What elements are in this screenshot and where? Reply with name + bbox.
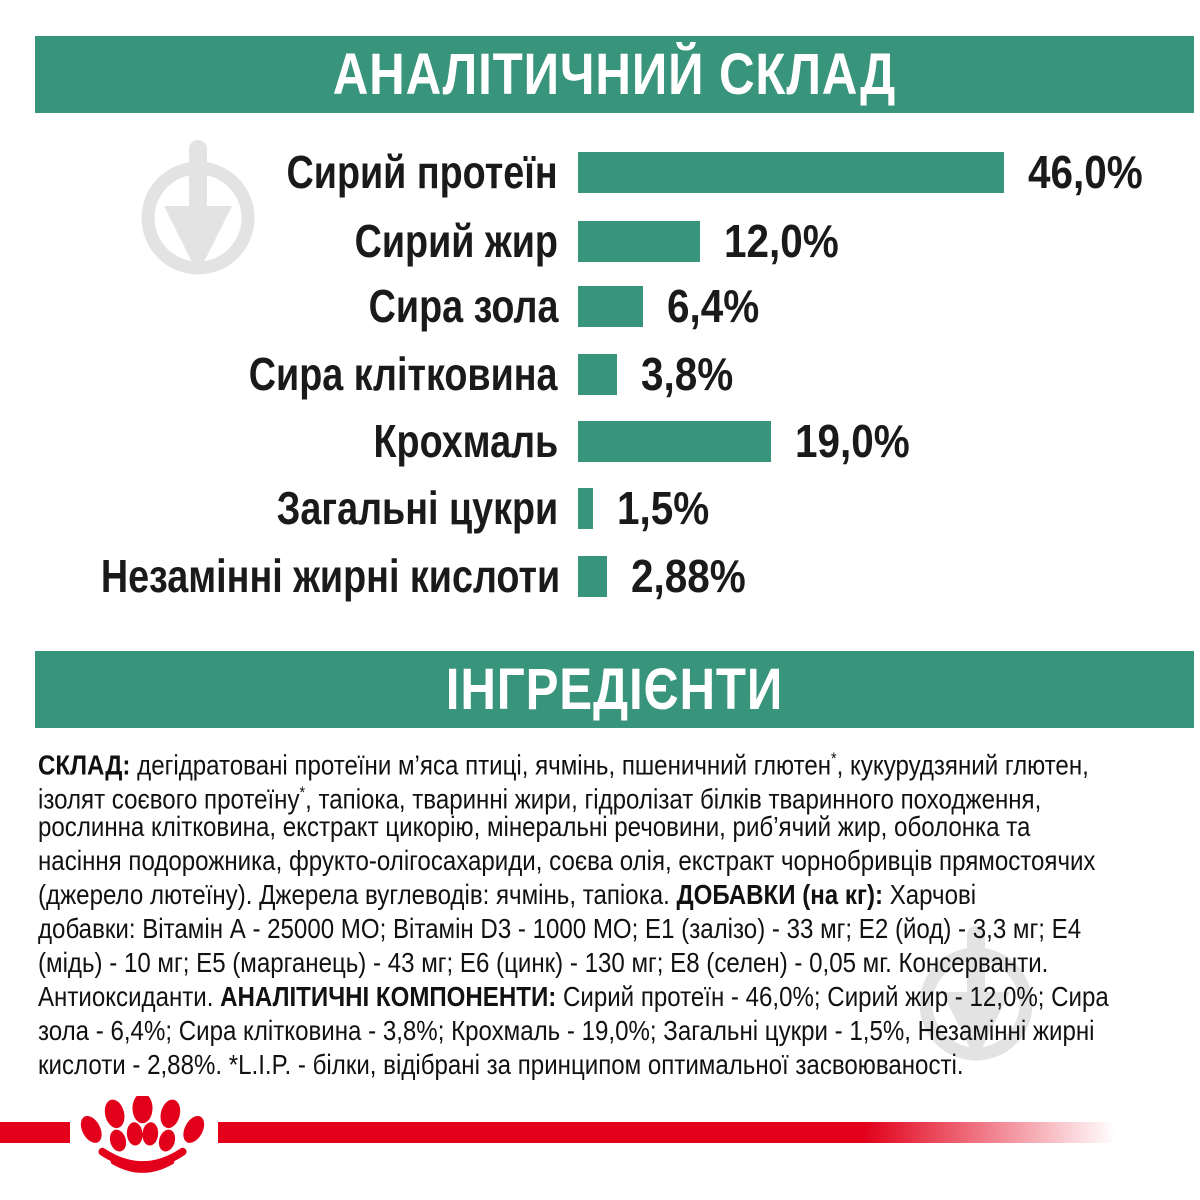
chart-row (0, 208, 1200, 274)
red-accent-bar (0, 1122, 70, 1143)
red-accent-bar-fade (218, 1122, 1115, 1143)
chart-bar (578, 152, 1004, 193)
ingredients-title: ІНГРЕДІЄНТИ (445, 657, 784, 722)
composition-line: насіння подорожника, фрукто-олігосахариди, соєва олія, екстракт чорнобривців прямостоячих (38, 845, 1096, 876)
chart-value-label: 6,4% (667, 280, 760, 332)
composition-line: рослинна клітковина, екстракт цикорію, мінеральні речовини, риб’ячий жир, оболонка та (38, 811, 1031, 842)
composition-line: зола - 6,4%; Сира клітковина - 3,8%; Крохмаль - 19,0%; Загальні цукри - 1,5%, Незамінні жирні (38, 1015, 1095, 1046)
chart-category-label: Сирий протеїн (286, 146, 558, 198)
chart-bar (578, 286, 643, 327)
chart-value-label: 2,88% (631, 550, 746, 602)
chart-category-label: Незамінні жирні кислоти (100, 550, 561, 602)
royal-canin-crown-paw-logo (75, 1096, 210, 1174)
composition-line: (джерело лютеїну). Джерела вуглеводів: ячмінь, тапіока. ДОБАВКИ (на кг): Харчові (38, 879, 977, 910)
composition-line: Антиоксиданти. АНАЛІТИЧНІ КОМПОНЕНТИ: Сирий протеїн - 46,0%; Сирий жир - 12,0%; Сира (38, 981, 1109, 1012)
composition-line: (мідь) - 10 мг; Е5 (марганець) - 43 мг; Е6 (цинк) - 130 мг; Е8 (селен) - 0,05 мг. Консерванти. (38, 947, 1049, 978)
chart-category-label: Сирий жир (354, 215, 558, 267)
chart-row (0, 139, 1200, 205)
chart-bar (578, 556, 607, 597)
chart-row (0, 408, 1200, 474)
chart-bar (578, 221, 700, 262)
chart-value-label: 3,8% (641, 348, 734, 400)
chart-row (0, 543, 1200, 609)
chart-value-label: 19,0% (795, 415, 910, 467)
ingredients-banner (35, 651, 1194, 728)
chart-row (0, 341, 1200, 407)
chart-bar (578, 421, 771, 462)
chart-category-label: Загальні цукри (276, 482, 558, 534)
chart-value-label: 46,0% (1028, 146, 1143, 198)
chart-value-label: 1,5% (617, 482, 710, 534)
chart-value-label: 12,0% (724, 215, 839, 267)
chart-bar (578, 354, 617, 395)
composition-text (38, 742, 1178, 1082)
chart-row (0, 273, 1200, 339)
chart-row (0, 475, 1200, 541)
chart-category-label: Сира зола (368, 280, 558, 332)
chart-category-label: Сира клітковина (249, 348, 558, 400)
chart-category-label: Крохмаль (373, 415, 558, 467)
composition-line: СКЛАД: дегідратовані протеїни м’яса птиці, ячмінь, пшеничний глютен*, кукурудзяний глютен, (38, 749, 1089, 781)
composition-line: кислоти - 2,88%. *L.I.P. - білки, відібрані за принципом оптимальної засвоюваності. (38, 1049, 964, 1080)
composition-line: добавки: Вітамін А - 25000 МО; Вітамін D3 - 1000 МО; Е1 (залізо) - 33 мг; Е2 (йод) - 3,3 мг; Е4 (38, 913, 1082, 944)
analytical-composition-title: АНАЛІТИЧНИЙ СКЛАД (332, 42, 897, 107)
composition-line: ізолят соєвого протеїну*, тапіока, тваринні жири, гідролізат білків тваринного походження, (38, 783, 1042, 815)
chart-bar (578, 488, 593, 529)
